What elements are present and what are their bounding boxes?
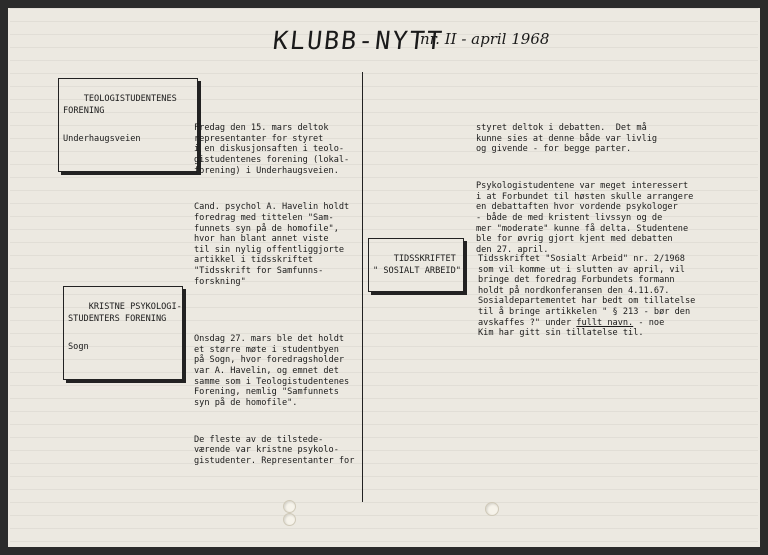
paragraph: Fredag den 15. mars deltok representanter for styret i en diskusjonsaften i teolo- gistudentenes forening (lokal- forening) i Underhaugsveien. bbox=[194, 123, 350, 176]
document-page bbox=[8, 8, 760, 547]
section-header-kristne-psykologistudenter bbox=[63, 286, 183, 380]
paragraph: Cand. psychol A. Havelin holdt foredrag med tittelen "Sam- funnets syn på de homofile", hvor han blant annet viste til sin nylig offentliggjorte artikkel i tidsskriftet "Tidsskrift for Samfunns- forskning" bbox=[194, 202, 350, 287]
section-header-title: TIDSSKRIFTET " SOSIALT ARBEID" bbox=[373, 254, 461, 276]
punch-hole bbox=[283, 513, 296, 526]
newsletter-title: KLUBB-NYTT bbox=[271, 26, 446, 55]
column-divider bbox=[362, 72, 363, 502]
section-header-sosialt-arbeid bbox=[368, 238, 464, 292]
paragraph: Onsdag 27. mars ble det holdt et større møte i studentbyen på Sogn, hvor foredragsholder var A. Havelin, og emnet det samme som i Teologistudentenes Forening, nemlig "Samfunnets syn på de homofile". bbox=[194, 334, 350, 408]
section-header-location: Sogn bbox=[68, 342, 89, 352]
punch-hole bbox=[485, 502, 499, 516]
paragraph-part: - noe Kim har gitt sin tillatelse til. bbox=[478, 317, 665, 339]
section-header-title: TEOLOGISTUDENTENES FORENING bbox=[63, 94, 177, 116]
paragraph-part: Tidsskriftet "Sosialt Arbeid" nr. 2/1968 som vil komme ut i slutten av april, vil bringe det foredrag Forbundets formann holdt på nordkonferansen den 4.11.67. Sosialdepartementet har bedt om tillatelse til å bringe artikkelen " § 213 - bør den avskaffes ?" under bbox=[478, 254, 696, 328]
issue-label: nr. II - april 1968 bbox=[420, 30, 550, 48]
punch-hole bbox=[283, 500, 296, 513]
section-header-teologistudentenes bbox=[58, 78, 198, 172]
section3-text bbox=[478, 254, 695, 339]
underlined-phrase: fullt navn. bbox=[576, 317, 634, 328]
section1-text bbox=[194, 102, 349, 313]
paragraph: Psykologistudentene var meget interessert i at Forbundet til høsten skulle arrangere en debattaften hvor vordende psykologer - både de med kristent livssyn og de mer "moderate" kunne få delta. Studentene ble for øvrig gjort kjent med debatten den 27. april. bbox=[476, 181, 694, 255]
paragraph: De fleste av de tilstede- værende var kristne psykolo- gistudenter. Representanter for bbox=[194, 434, 355, 466]
paragraph: styret deltok i debatten. Det må kunne sies at denne både var livlig og givende - for begge parter. bbox=[476, 123, 658, 155]
section-header-location: Underhaugsveien bbox=[63, 134, 141, 144]
section2-text bbox=[194, 313, 354, 493]
section-header-title: KRISTNE PSYKOLOGI- STUDENTERS FORENING bbox=[68, 302, 182, 324]
